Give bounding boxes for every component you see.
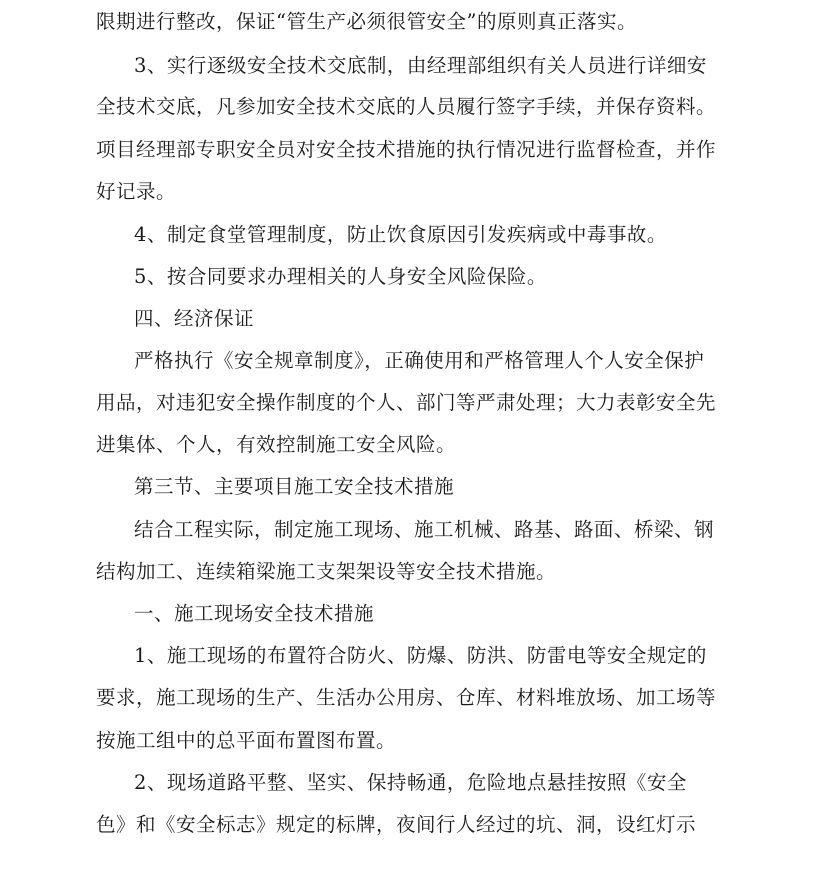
text-line: 进集体、个人，有效控制施工安全风险。 [96,433,457,456]
text-line: 结合工程实际，制定施工现场、施工机械、路基、路面、桥梁、钢 [134,518,715,541]
text-line: 4、制定食堂管理制度，防止饮食原因引发疾病或中毒事故。 [134,223,667,246]
text-line: 项目经理部专职安全员对安全技术措施的执行情况进行监督检查，并作 [96,138,717,161]
text-line: 1、施工现场的布置符合防火、防爆、防洪、防雷电等安全规定的 [134,644,707,667]
section-heading: 四、经济保证 [134,307,255,330]
text-line: 严格执行《安全规章制度》，正确使用和严格管理人个人安全保护 [134,349,705,372]
section-heading: 第三节、主要项目施工安全技术措施 [134,475,455,498]
text-line: 2、现场道路平整、坚实、保持畅通，危险地点悬挂按照《安全 [134,771,687,794]
text-line: 好记录。 [96,180,177,203]
text-line: 要求，施工现场的生产、生活办公用房、仓库、材料堆放场、加工场等 [96,686,717,709]
text-line: 色》和《安全标志》规定的标牌，夜间行人经过的坑、洞，设红灯示 [96,813,697,836]
text-line: 3、实行逐级安全技术交底制，由经理部组织有关人员进行详细安 [134,54,707,77]
text-line: 按施工组中的总平面布置图布置。 [96,729,397,752]
text-line: 限期进行整改，保证“管生产必须很管安全”的原则真正落实。 [96,10,637,33]
section-heading: 一、施工现场安全技术措施 [134,602,375,625]
text-line: 全技术交底，凡参加安全技术交底的人员履行签字手续，并保存资料。 [96,95,717,118]
text-line: 结构加工、连续箱梁施工支架架设等安全技术措施。 [96,560,557,583]
text-line: 5、按合同要求办理相关的人身安全风险保险。 [134,265,547,288]
text-line: 用品，对违犯安全操作制度的个人、部门等严肃处理；大力表彰安全先 [96,391,717,414]
